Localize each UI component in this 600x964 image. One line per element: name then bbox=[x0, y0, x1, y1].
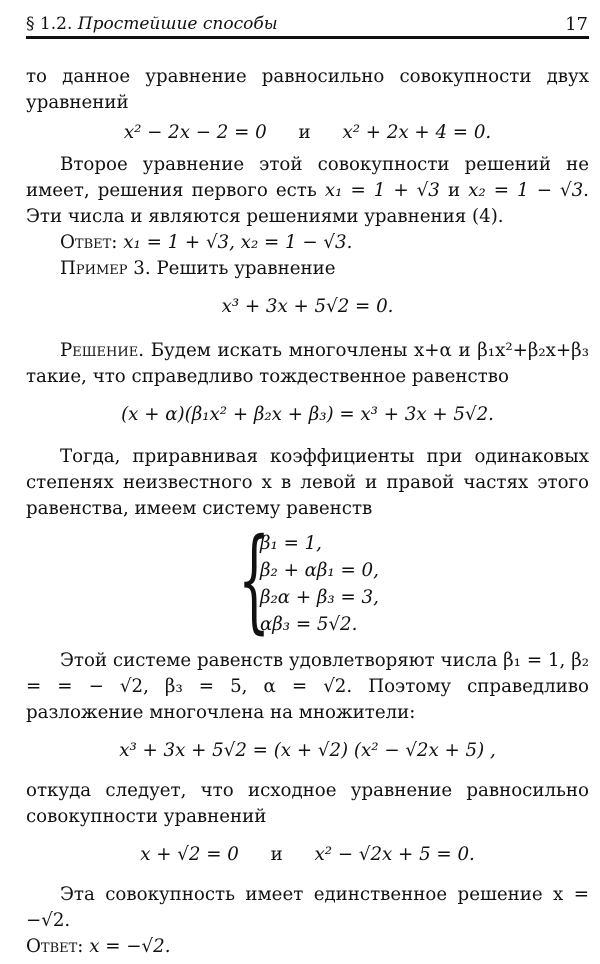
equation-system bbox=[238, 515, 589, 645]
paragraph-4: Этой системе равенств удовлетворяют числа β₁ = 1, β₂ = = − √2, β₃ = 5, α = √2. Поэтому справедливо разложение многочлена на множители: bbox=[26, 650, 589, 723]
conjunction: и bbox=[298, 122, 311, 143]
equation-2: x³ + 3x + 5√2 = 0. bbox=[221, 296, 394, 317]
answer-label-2: Ответ: bbox=[26, 936, 84, 957]
left-brace: { bbox=[238, 515, 271, 645]
section-number: § 1.2. bbox=[26, 14, 73, 34]
system-line-1: β₁ = 1, bbox=[260, 533, 322, 554]
answer-value-2: x = −√2. bbox=[89, 936, 171, 957]
equation-pair-1 bbox=[26, 120, 589, 146]
system-line-4: αβ₃ = 5√2. bbox=[260, 614, 358, 635]
page-number: 17 bbox=[565, 14, 588, 35]
paragraph-2: Второе уравнение этой совокупности решений не имеет, решения первого есть x₁ = 1 + √3 и x₂ = 1 − √3. Эти числа и являются решениями уравнения (4). bbox=[26, 154, 589, 227]
answer-1 bbox=[26, 230, 589, 256]
system-lines bbox=[260, 530, 379, 638]
equation-5-left: x + √2 = 0 bbox=[140, 844, 239, 865]
equation-3: (x + α)(β₁x² + β₂x + β₃) = x³ + 3x + 5√2. bbox=[121, 404, 494, 425]
equation-4: x³ + 3x + 5√2 = (x + √2) (x² − √2x + 5) , bbox=[119, 740, 496, 761]
page-body bbox=[26, 64, 589, 960]
equation-pair-5 bbox=[26, 842, 589, 868]
paragraph-6: Эта совокупность имеет единственное решение x = −√2. bbox=[26, 884, 589, 931]
answer-value: x₁ = 1 + √3, x₂ = 1 − √3. bbox=[123, 232, 353, 253]
solution-label: Решение. bbox=[60, 340, 144, 361]
equation-1-right: x² + 2x + 4 = 0. bbox=[342, 122, 492, 143]
paragraph-3: Тогда, приравнивая коэффициенты при одинаковых степенях неизвестного x в левой и правой частях этого равенства, имеем систему равенств bbox=[26, 446, 589, 519]
header-rule bbox=[26, 36, 589, 39]
page-header bbox=[26, 6, 588, 36]
equation-5-right: x² − √2x + 5 = 0. bbox=[314, 844, 475, 865]
section-title: Простейшие способы bbox=[77, 14, 278, 34]
solution-paragraph bbox=[26, 338, 589, 390]
root-x2: x₂ = 1 − √3 bbox=[468, 180, 584, 201]
running-head bbox=[26, 14, 278, 34]
answer-label: Ответ: bbox=[60, 232, 118, 253]
paragraph-5: откуда следует, что исходное уравнение равносильно совокупности уравнений bbox=[26, 780, 589, 827]
example-heading bbox=[26, 256, 589, 282]
example-label: Пример 3. bbox=[60, 258, 151, 279]
answer-2 bbox=[26, 934, 589, 960]
solution-text: Будем искать многочлены x+α и β₁x²+β₂x+β₃ такие, что справедливо тождественное равенство bbox=[26, 340, 589, 387]
system-line-2: β₂ + αβ₁ = 0, bbox=[260, 560, 379, 581]
conjunction-2: и bbox=[270, 844, 283, 865]
equation-1-left: x² − 2x − 2 = 0 bbox=[123, 122, 267, 143]
example-text: Решить уравнение bbox=[156, 258, 336, 279]
system-line-3: β₂α + β₃ = 3, bbox=[260, 587, 379, 608]
root-x1: x₁ = 1 + √3 bbox=[324, 180, 440, 201]
paragraph-1: то данное уравнение равносильно совокупности двух уравнений bbox=[26, 66, 589, 113]
